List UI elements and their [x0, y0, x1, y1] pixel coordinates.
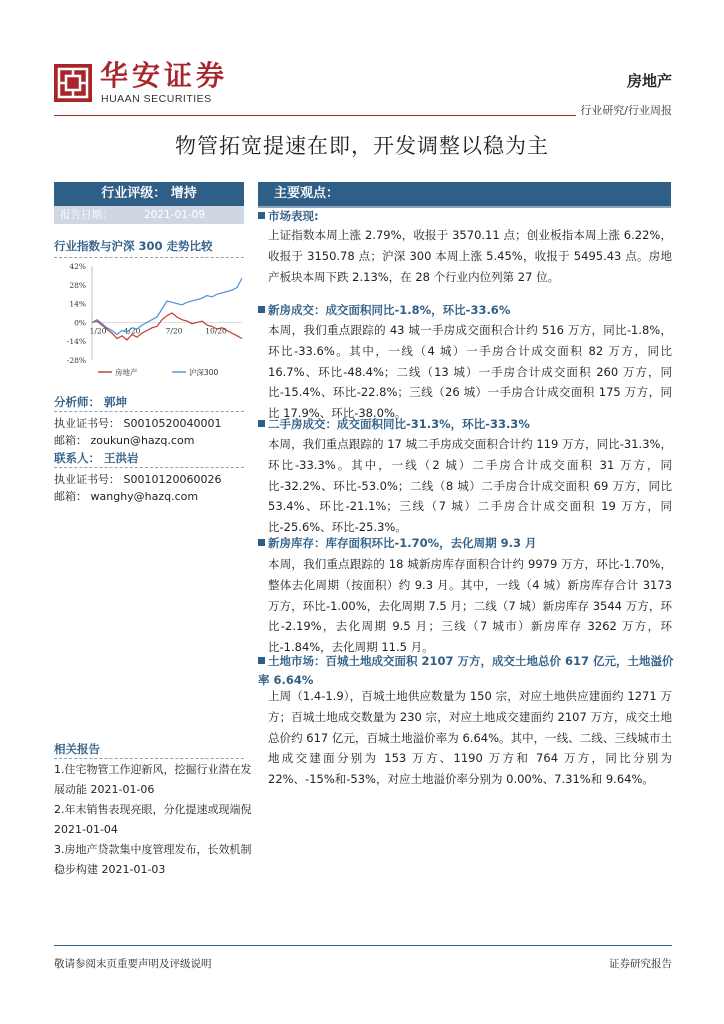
section-heading-inventory: 新房库存：库存面积环比-1.70%，去化周期 9.3 月: [258, 534, 678, 553]
footer-divider: [54, 945, 672, 946]
chart-title: 行业指数与沪深 300 走势比较: [54, 239, 213, 253]
section-heading-resale: 二手房成交：成交面积同比-31.3%，环比-33.3%: [258, 415, 678, 434]
main-points-heading: 主要观点：: [274, 186, 340, 201]
x-tick-label: 4/20: [123, 326, 141, 336]
related-reports-divider: [54, 758, 244, 759]
bullet-square-icon: [258, 212, 265, 219]
x-tick-label: 7/20: [165, 326, 183, 336]
contact-divider: [54, 467, 244, 468]
y-tick-label: 14%: [69, 299, 86, 309]
related-report-item[interactable]: 1.住宅物管工作迎新风，挖掘行业潜在发展动能 2021-01-06: [54, 763, 252, 796]
analyst-email[interactable]: 邮箱： zoukun@hazq.com: [54, 434, 195, 447]
section-heading-market: 市场表现:: [258, 207, 678, 226]
section-body-resale: 本周，我们重点跟踪的 17 城二手房成交面积合计约 119 万方，同比-31.3%，环比-33.3%。其中，一线（2 城）二手房合计成交面积 31 万方，同比-32.2%、环比-53.0%；二线（8 城）二手房合计成交面积 69 万方，同比 53.4%、环比-21.1%；三线（7 城）二手房合计成交面积 19 万方，同比-25.6%、环比-25.3%。: [268, 437, 672, 535]
contact-email[interactable]: 邮箱： wanghy@hazq.com: [54, 490, 199, 503]
analyst-cert: 执业证书号： S0010520040001: [54, 417, 222, 430]
index-comparison-chart: [54, 260, 244, 382]
logo-text-en: HUAAN SECURITIES: [101, 93, 212, 105]
analyst-divider: [54, 411, 244, 412]
rating-bar: 行业评级： 增持: [54, 182, 244, 206]
y-tick-label: -14%: [66, 337, 86, 347]
sector-label: 房地产: [626, 72, 672, 90]
page-title: 物管拓宽提速在即，开发调整以稳为主: [175, 134, 549, 158]
report-type: 行业研究/行业周报: [576, 102, 672, 118]
y-tick-label: 42%: [69, 262, 86, 271]
contact-cert: 执业证书号： S0010120060026: [54, 473, 222, 486]
bullet-square-icon: [258, 306, 265, 313]
bullet-square-icon: [258, 657, 265, 664]
bullet-square-icon: [258, 539, 265, 546]
logo-text-cn: 华安证券: [100, 59, 229, 92]
x-tick-label: 10/20: [205, 326, 227, 336]
main-points-bar: [258, 182, 671, 206]
related-report-item[interactable]: 2.年末销售表现亮眼，分化提速或现端倪 2021-01-04: [54, 803, 252, 836]
chart-title-divider: [54, 257, 244, 258]
section-body-land: 上周（1.4-1.9），百城土地供应数量为 150 宗，对应土地供应建面约 1271 万方；百城土地成交数量为 230 宗，对应土地成交建面约 2107 万方，成交土地总价约 617 亿元，百城土地溢价率为 6.64%。其中，一线、二线、三线城市土地成交建面分别为 153 万方、1190 万方和 764 万方，同比分别为 22%、-15%和-53%，对应土地溢价率分别为 0.00%、7.31%和 9.64%。: [268, 689, 672, 787]
section-body-inventory: 本周，我们重点跟踪的 18 城新房库存面积合计约 9979 万方，环比-1.70%，整体去化周期（按面积）约 9.3 月。其中，一线（4 城）新房库存合计 3173 万方，环比-1.00%，去化周期 7.5 月；二线（7 城）新房库存 3544 万方，环比-2.19%，去化周期 9.5 月；三线（7 城市）新房库存 3262 万方，环比-1.84%，去化周期 11.5 月。: [268, 557, 672, 655]
y-tick-label: -28%: [66, 356, 86, 365]
contact-heading: 联系人： 王洪岩: [54, 451, 139, 465]
x-tick-label: 1/20: [89, 326, 107, 336]
legend-label: 房地产: [115, 368, 138, 377]
logo-mark: [54, 64, 92, 102]
report-date-label: 报告日期：: [60, 209, 113, 221]
seal-icon: [54, 64, 92, 102]
y-tick-label: 0%: [74, 318, 86, 328]
section-heading-land: 土地市场：百城土地成交面积 2107 万方，成交土地总价 617 亿元，土地溢价率 6.64%: [258, 654, 674, 687]
y-tick-label: 28%: [69, 280, 86, 290]
footer-report-label: 证券研究报告: [609, 958, 672, 970]
section-body-market: 上证指数本周上涨 2.79%，收报于 3570.11 点；创业板指本周上涨 6.22%，收报于 3150.78 点；沪深 300 本周上涨 5.45%，收报于 5495.43 点。房地产板块本周下跌 2.13%，在 28 个行业内位列第 27 位。: [268, 228, 672, 284]
analyst-heading: 分析师： 郭坤: [54, 395, 128, 409]
report-date-row: [54, 206, 244, 224]
legend-label: 沪深300: [189, 368, 219, 377]
report-date-value: 2021-01-09: [144, 209, 206, 221]
footer-disclaimer[interactable]: 敬请参阅末页重要声明及评级说明: [54, 958, 212, 970]
related-report-item[interactable]: 3.房地产贷款集中度管理发布，长效机制稳步构建 2021-01-03: [54, 843, 252, 876]
bullet-square-icon: [258, 420, 265, 427]
related-reports-heading: 相关报告: [54, 742, 100, 756]
section-body-new-homes: 本周，我们重点跟踪的 43 城一手房成交面积合计约 516 万方，同比-1.8%，环比-33.6%。其中，一线（4 城）一手房合计成交面积 82 万方，同比 16.7%、环比-48.4%；二线（13 城）一手房合计成交面积 260 万方，同比-15.4%、环比-22.8%；三线（26 城）一手房合计成交面积 175 万方，同比 17.9%、环比-38.0%。: [268, 323, 672, 421]
section-heading-new-homes: 新房成交：成交面积同比-1.8%，环比-33.6%: [258, 301, 678, 320]
